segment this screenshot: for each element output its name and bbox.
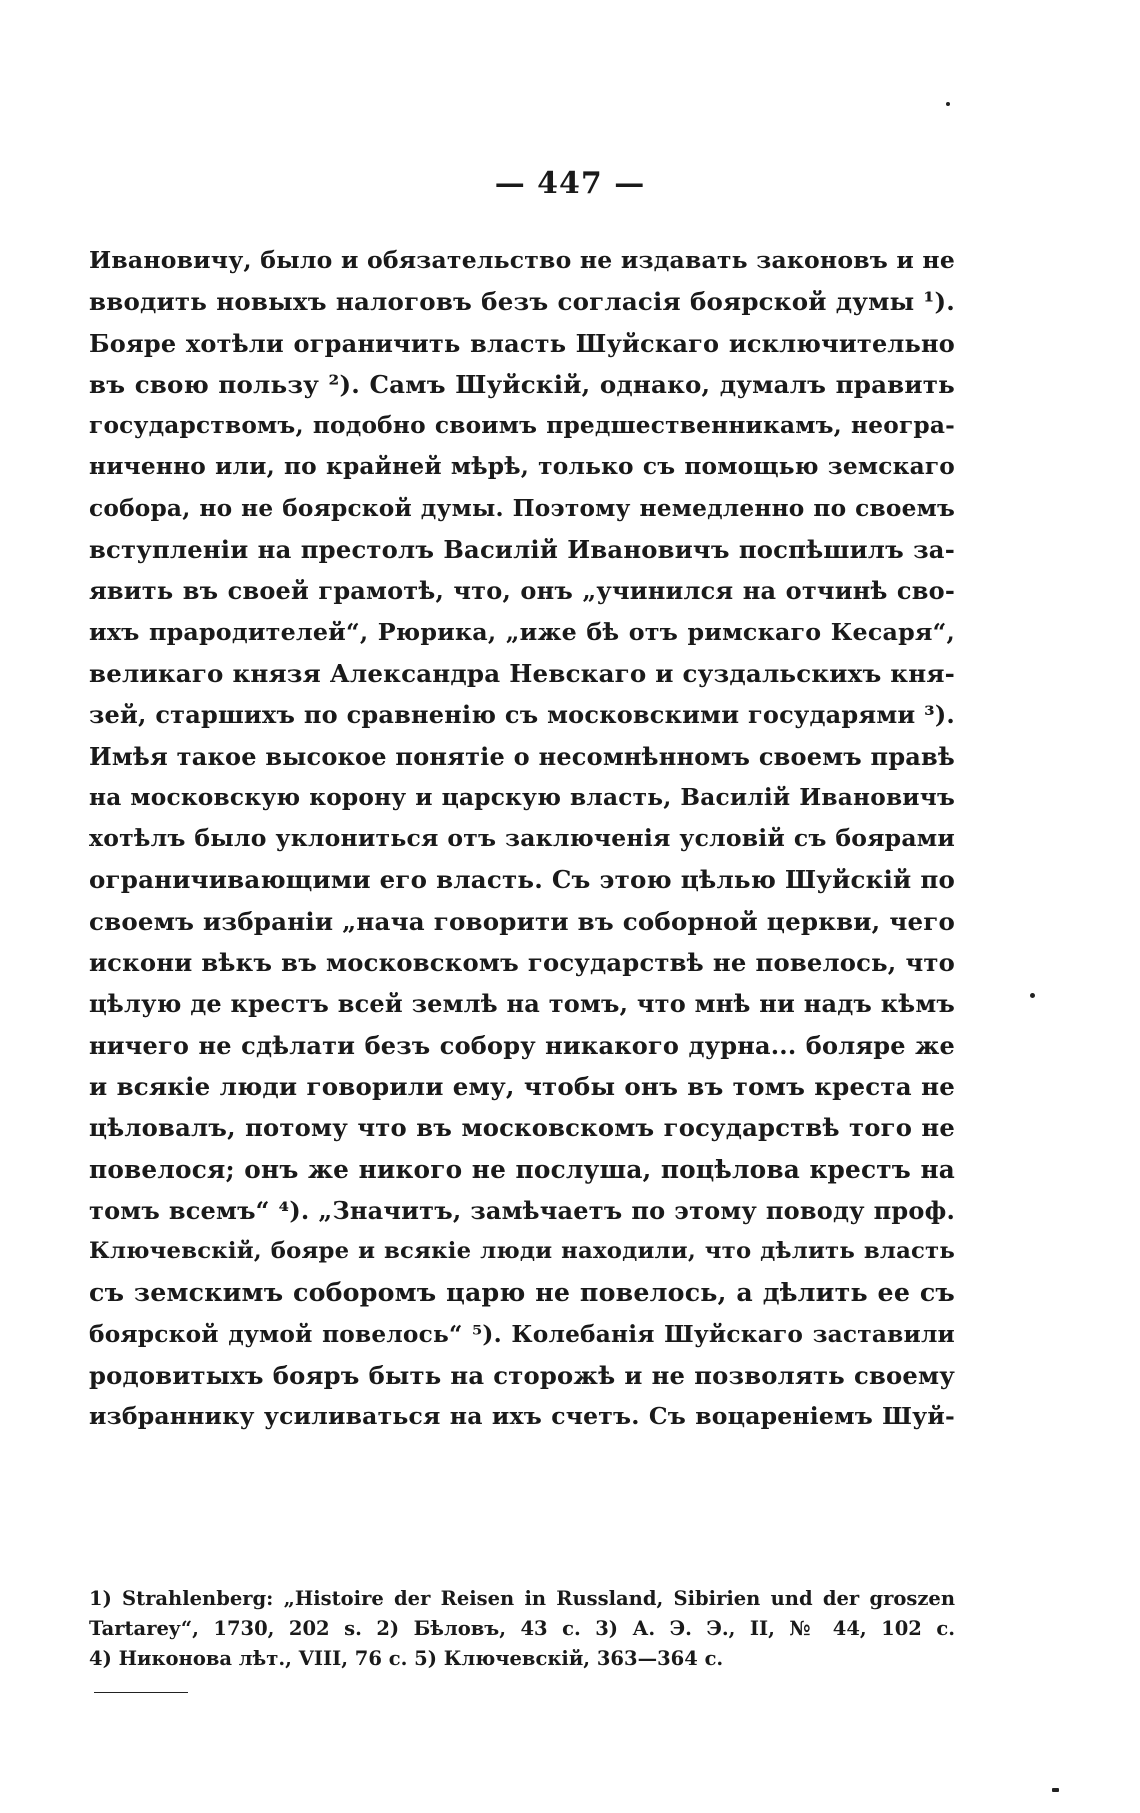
text-line: государствомъ, подобно своимъ предшественникамъ, неогра-	[89, 412, 955, 440]
text-line: собора, но не боярской думы. Поэтому немедленно по своемъ	[89, 494, 955, 522]
text-line: ниченно или, по крайней мѣрѣ, только съ помощью земскаго	[89, 453, 955, 481]
text-line: своемъ избраніи „нача говорити въ соборной церкви, чего	[89, 906, 955, 936]
footnote-line: 1) Strahlenberg: „Histoire der Reisen in Russland, Sibirien und der groszen	[89, 1587, 955, 1610]
footnotes	[89, 1584, 955, 1674]
text-line: Имѣя такое высокое понятіе о несомнѣнномъ своемъ правѣ	[89, 741, 955, 771]
scan-speck	[1030, 993, 1035, 998]
text-line: въ свою пользу ²). Самъ Шуйскій, однако, думалъ править	[89, 369, 955, 399]
text-line: и всякіе люди говорили ему, чтобы онъ въ томъ креста не	[89, 1071, 955, 1101]
text-line: съ земскимъ соборомъ царю не повелось, а дѣлить ее съ	[89, 1277, 955, 1308]
footnote-divider	[94, 1692, 188, 1693]
text-line: родовитыхъ бояръ быть на сторожѣ и не позволять своему	[89, 1361, 955, 1391]
scan-speck	[1052, 1788, 1059, 1792]
text-line: ихъ прародителей“, Рюрика, „иже бѣ отъ римскаго Кесаря“,	[89, 617, 955, 646]
text-line: ограничивающими его власть. Съ этою цѣлью Шуйскій по	[89, 865, 955, 895]
text-line: на московскую корону и царскую власть, Василій Ивановичъ	[89, 783, 955, 811]
scan-speck	[946, 102, 950, 106]
footnote-line: Tartarey“, 1730, 202 s. 2) Бѣловъ, 43 с. 3) А. Э. Э., II, № 44, 102 с.	[89, 1617, 955, 1640]
body-text	[89, 240, 955, 1438]
text-line: боярской думой повелось“ ⁵). Колебанія Шуйскаго заставили	[89, 1320, 955, 1348]
text-line: хотѣлъ было уклониться отъ заключенія условій съ боярами	[89, 824, 955, 853]
text-line: Ивановичу, было и обязательство не издавать законовъ и не	[89, 246, 955, 274]
text-line: повелося; онъ же никого не послуша, поцѣлова крестъ на	[89, 1154, 955, 1184]
text-line: явить въ своей грамотѣ, что, онъ „учинился на отчинѣ сво-	[89, 576, 955, 606]
text-line: томъ всемъ“ ⁴). „Значитъ, замѣчаетъ по этому поводу проф.	[89, 1195, 955, 1225]
text-line: зей, старшихъ по сравненію съ московскими государями ³).	[89, 700, 955, 730]
text-line: Бояре хотѣли ограничить власть Шуйскаго исключительно	[89, 328, 955, 358]
footnote-line: 4) Никонова лѣт., VIII, 76 с. 5) Ключевскій, 363—364 с.	[89, 1647, 724, 1670]
text-line: вводить новыхъ налоговъ безъ согласія боярской думы ¹).	[89, 287, 955, 317]
text-line: искони вѣкъ въ московскомъ государствѣ не повелось, что	[89, 948, 955, 978]
text-line: вступленіи на престолъ Василій Ивановичъ поспѣшилъ за-	[89, 535, 955, 565]
text-line: цѣловалъ, потому что въ московскомъ государствѣ того не	[89, 1113, 955, 1143]
page-number: — 447 —	[494, 166, 646, 201]
text-line: великаго князя Александра Невскаго и суздальскихъ кня-	[89, 658, 955, 688]
text-line: ничего не сдѣлати безъ собору никакого дурна... боляре же	[89, 1030, 955, 1060]
text-line: Ключевскій, бояре и всякіе люди находили, что дѣлить власть	[89, 1238, 955, 1265]
text-line: цѣлую де крестъ всей землѣ на томъ, что мнѣ ни надъ кѣмъ	[89, 989, 955, 1019]
text-line: избраннику усиливаться на ихъ счетъ. Съ воцареніемъ Шуй-	[89, 1402, 955, 1431]
